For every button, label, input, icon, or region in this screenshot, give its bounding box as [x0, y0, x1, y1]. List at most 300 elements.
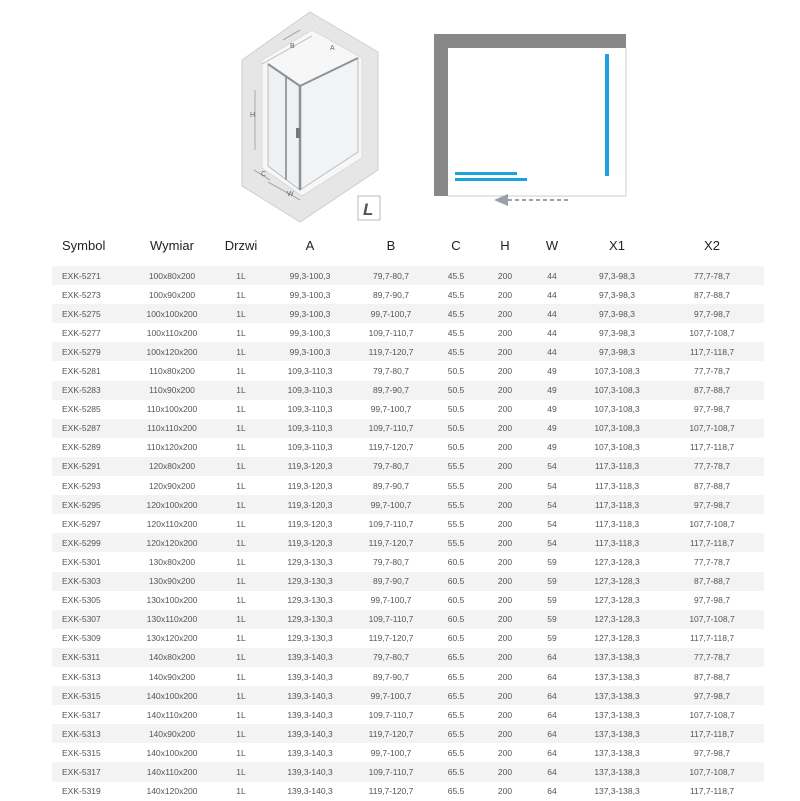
table-cell: 44 — [530, 266, 574, 285]
table-cell: 1L — [236, 747, 246, 758]
table-row — [52, 782, 764, 801]
table-cell: 1L — [236, 289, 246, 300]
table-cell: 87,7-88,7 — [660, 381, 764, 400]
table-row — [52, 743, 764, 762]
table-cell: 89,7-90,7 — [373, 480, 409, 491]
table-cell: 45.5 — [432, 304, 480, 323]
table-cell: 99,7-100,7 — [370, 595, 412, 606]
table-cell: 107,7-108,7 — [660, 610, 764, 629]
table-cell: 97,3-98,3 — [574, 266, 660, 285]
table-cell: 109,7-110,7 — [368, 327, 414, 338]
table-cell: 1L — [212, 266, 270, 285]
table-cell: EXK-5315 — [62, 747, 101, 758]
header-wymiar: Wymiar — [150, 237, 194, 253]
table-cell: 87,7-88,7 — [660, 572, 764, 591]
table-cell: 129,3-130,3 — [270, 610, 350, 629]
table-cell: 99,3-100,3 — [270, 266, 350, 285]
table-cell: 137,3-138,3 — [574, 724, 660, 743]
table-cell: 64 — [530, 724, 574, 743]
table-body — [52, 256, 764, 801]
table-cell: 65.5 — [432, 686, 480, 705]
table-cell: EXK-5291 — [52, 457, 132, 476]
table-cell: 140x110x200 — [146, 709, 198, 720]
table-cell: 97,3-98,3 — [574, 304, 660, 323]
table-cell: 200 — [480, 533, 530, 552]
table-row — [52, 419, 764, 438]
table-row — [52, 533, 764, 552]
table-cell: 137,3-138,3 — [574, 762, 660, 781]
table-cell: 137,3-138,3 — [574, 686, 660, 705]
table-cell: 89,7-90,7 — [373, 289, 409, 300]
table-cell: 87,7-88,7 — [694, 480, 730, 491]
table-cell: 200 — [497, 366, 513, 377]
table-cell: 1L — [212, 533, 270, 552]
table-cell: 65.5 — [432, 724, 480, 743]
table-cell: 55.5 — [432, 457, 480, 476]
table-cell: EXK-5311 — [52, 648, 132, 667]
table-cell: 110x80x200 — [149, 366, 195, 377]
table-cell: EXK-5317 — [62, 709, 101, 720]
table-cell: 107,7-108,7 — [660, 419, 764, 438]
table-cell: 65.5 — [432, 648, 480, 667]
table-cell: 1L — [236, 366, 246, 377]
table-cell: 45.5 — [432, 266, 480, 285]
table-cell: 130x90x200 — [132, 572, 212, 591]
table-cell: EXK-5309 — [62, 633, 101, 644]
table-cell: 119,3-120,3 — [270, 495, 350, 514]
table-cell: EXK-5295 — [52, 495, 132, 514]
table-row — [52, 610, 764, 629]
table-cell: 119,7-120,7 — [368, 633, 414, 644]
table-cell: 77,7-78,7 — [660, 266, 764, 285]
table-row — [52, 648, 764, 667]
table-cell: 97,7-98,7 — [660, 495, 764, 514]
header-c: C — [451, 237, 461, 253]
table-cell: 50.5 — [447, 404, 465, 415]
table-cell: 200 — [480, 495, 530, 514]
table-cell: 54 — [530, 495, 574, 514]
table-cell: 140x110x200 — [132, 762, 212, 781]
table-cell: 99,3-100,3 — [289, 327, 331, 338]
table-cell: 117,3-118,3 — [594, 480, 640, 491]
table-cell: 120x120x200 — [132, 533, 212, 552]
table-cell: 54 — [547, 480, 557, 491]
table-cell: 99,7-100,7 — [370, 404, 412, 415]
table-cell: 1L — [236, 595, 246, 606]
fixed-glass-panel — [455, 178, 527, 181]
table-cell: 1L — [212, 724, 270, 743]
specification-table — [52, 234, 764, 801]
table-row — [52, 266, 764, 285]
table-cell: EXK-5271 — [52, 266, 132, 285]
table-cell: 200 — [497, 747, 513, 758]
table-cell: 127,3-128,3 — [574, 572, 660, 591]
table-cell: 200 — [480, 648, 530, 667]
table-cell: 117,7-118,7 — [689, 633, 735, 644]
table-cell: 127,3-128,3 — [594, 633, 640, 644]
table-row — [52, 762, 764, 781]
table-cell: 117,3-118,3 — [574, 533, 660, 552]
table-cell: 1L — [212, 342, 270, 361]
table-cell: 100x80x200 — [132, 266, 212, 285]
header-x2: X2 — [704, 237, 720, 253]
table-cell: 119,7-120,7 — [368, 786, 414, 797]
table-row — [52, 686, 764, 705]
table-cell: 200 — [480, 686, 530, 705]
table-header — [52, 234, 764, 256]
table-cell: 49 — [547, 442, 557, 453]
table-row — [52, 400, 764, 419]
table-cell: 129,3-130,3 — [287, 633, 333, 644]
table-cell: 79,7-80,7 — [373, 366, 409, 377]
table-cell: 139,3-140,3 — [287, 786, 333, 797]
table-cell: 109,7-110,7 — [368, 709, 414, 720]
table-cell: 49 — [547, 404, 557, 415]
table-cell: EXK-5293 — [62, 480, 101, 491]
table-cell: EXK-5319 — [62, 786, 101, 797]
table-cell: 130x110x200 — [132, 610, 212, 629]
table-cell: 1L — [236, 480, 246, 491]
table-cell: EXK-5275 — [52, 304, 132, 323]
table-cell: EXK-5315 — [52, 686, 132, 705]
table-cell: 117,7-118,7 — [660, 533, 764, 552]
table-cell: 200 — [497, 518, 513, 529]
table-cell: 139,3-140,3 — [270, 762, 350, 781]
table-cell: 139,3-140,3 — [270, 686, 350, 705]
dim-label-b: B — [290, 43, 295, 50]
table-cell: EXK-5273 — [62, 289, 101, 300]
table-cell: 64 — [547, 709, 557, 720]
table-cell: 1L — [236, 442, 246, 453]
table-cell: 200 — [497, 327, 513, 338]
table-cell: 65.5 — [432, 762, 480, 781]
table-cell: 129,3-130,3 — [270, 572, 350, 591]
table-cell: 99,3-100,3 — [270, 342, 350, 361]
table-cell: 59 — [547, 633, 557, 644]
table-cell: 130x80x200 — [148, 556, 196, 567]
table-cell: 117,3-118,3 — [574, 457, 660, 476]
table-cell: 60.5 — [447, 595, 465, 606]
table-cell: 64 — [530, 686, 574, 705]
table-row — [52, 705, 764, 724]
table-cell: 200 — [497, 480, 513, 491]
table-cell: 1L — [212, 381, 270, 400]
table-row — [52, 724, 764, 743]
table-cell: 50.5 — [432, 419, 480, 438]
table-cell: 60.5 — [432, 572, 480, 591]
table-cell: 109,3-110,3 — [270, 381, 350, 400]
table-cell: 109,3-110,3 — [287, 404, 333, 415]
table-row — [52, 457, 764, 476]
table-row — [52, 495, 764, 514]
table-row — [52, 438, 764, 457]
table-cell: 140x100x200 — [132, 686, 212, 705]
table-cell: 44 — [530, 304, 574, 323]
table-row — [52, 572, 764, 591]
variant-badge-label: L — [363, 200, 374, 219]
table-cell: EXK-5297 — [62, 518, 101, 529]
table-cell: 79,7-80,7 — [350, 457, 432, 476]
table-cell: 200 — [480, 381, 530, 400]
table-cell: EXK-5283 — [52, 381, 132, 400]
table-cell: 139,3-140,3 — [287, 671, 333, 682]
table-cell: 1L — [236, 518, 246, 529]
table-cell: 1L — [236, 556, 246, 567]
table-cell: 100x100x200 — [132, 304, 212, 323]
table-cell: 64 — [530, 648, 574, 667]
table-row — [52, 304, 764, 323]
table-cell: 139,3-140,3 — [287, 709, 333, 720]
table-cell: 45.5 — [447, 289, 465, 300]
table-cell: 139,3-140,3 — [270, 724, 350, 743]
table-cell: 1L — [212, 762, 270, 781]
table-cell: 107,7-108,7 — [660, 762, 764, 781]
table-cell: EXK-5279 — [52, 342, 132, 361]
header-drzwi: Drzwi — [224, 237, 258, 253]
header-symbol: Symbol — [62, 237, 106, 253]
table-cell: 49 — [547, 366, 557, 377]
table-cell: EXK-5277 — [62, 327, 101, 338]
table-cell: 127,3-128,3 — [574, 610, 660, 629]
table-cell: 97,3-98,3 — [574, 342, 660, 361]
header-b: B — [386, 237, 396, 253]
table-cell: 140x80x200 — [132, 648, 212, 667]
table-cell: 129,3-130,3 — [287, 595, 333, 606]
table-cell: 109,7-110,7 — [350, 762, 432, 781]
table-cell: 44 — [547, 327, 557, 338]
table-cell: 1L — [236, 786, 246, 797]
table-cell: 1L — [212, 572, 270, 591]
table-cell: 119,7-120,7 — [350, 533, 432, 552]
table-cell: 99,7-100,7 — [350, 495, 432, 514]
table-row — [52, 591, 764, 610]
table-row — [52, 629, 764, 648]
variant-badge — [358, 196, 380, 220]
table-cell: 117,7-118,7 — [689, 786, 735, 797]
table-cell: 127,3-128,3 — [594, 556, 640, 567]
table-cell: 1L — [212, 419, 270, 438]
table-cell: 77,7-78,7 — [660, 457, 764, 476]
table-cell: 110x120x200 — [146, 442, 198, 453]
table-cell: 64 — [530, 762, 574, 781]
table-cell: EXK-5299 — [52, 533, 132, 552]
table-cell: 119,3-120,3 — [287, 518, 333, 529]
table-cell: EXK-5301 — [62, 556, 101, 567]
table-cell: 1L — [236, 404, 246, 415]
table-cell: EXK-5317 — [52, 762, 132, 781]
table-cell: 99,3-100,3 — [289, 289, 331, 300]
table-cell: 65.5 — [447, 671, 465, 682]
table-cell: 1L — [236, 633, 246, 644]
table-cell: 44 — [530, 342, 574, 361]
table-cell: 119,3-120,3 — [287, 480, 333, 491]
table-cell: 109,7-110,7 — [350, 419, 432, 438]
table-cell: 1L — [212, 610, 270, 629]
side-glass-panel — [605, 54, 609, 176]
table-cell: 79,7-80,7 — [373, 556, 409, 567]
table-cell: 50.5 — [447, 366, 465, 377]
table-cell: 119,3-120,3 — [270, 457, 350, 476]
table-cell: 117,7-118,7 — [689, 442, 735, 453]
table-cell: 97,7-98,7 — [660, 304, 764, 323]
table-cell: 97,3-98,3 — [599, 327, 635, 338]
table-cell: 130x120x200 — [146, 633, 198, 644]
table-cell: 54 — [530, 533, 574, 552]
dim-label-h: H — [250, 112, 256, 119]
table-cell: 1L — [212, 648, 270, 667]
table-spacer — [52, 256, 764, 266]
table-cell: 137,3-138,3 — [574, 648, 660, 667]
table-row — [52, 342, 764, 361]
table-cell: 107,3-108,3 — [574, 419, 660, 438]
table-cell: 55.5 — [432, 533, 480, 552]
table-cell: 65.5 — [447, 747, 465, 758]
table-cell: 55.5 — [432, 495, 480, 514]
table-row — [52, 323, 764, 342]
table-cell: 107,7-108,7 — [689, 327, 735, 338]
table-cell: 60.5 — [447, 633, 465, 644]
shower-diagrams — [0, 0, 800, 228]
table-cell: 1L — [212, 495, 270, 514]
table-cell: 117,3-118,3 — [594, 518, 640, 529]
table-cell: 1L — [236, 709, 246, 720]
table-cell: 107,3-108,3 — [594, 404, 640, 415]
table-cell: 137,3-138,3 — [594, 671, 640, 682]
table-cell: 117,3-118,3 — [574, 495, 660, 514]
table-cell: 110x110x200 — [132, 419, 212, 438]
table-cell: 200 — [480, 457, 530, 476]
table-cell: 200 — [497, 442, 513, 453]
table-row — [52, 285, 764, 304]
table-cell: 107,7-108,7 — [689, 709, 735, 720]
table-cell: 49 — [530, 419, 574, 438]
table-cell: 137,3-138,3 — [594, 709, 640, 720]
door-glass-panel — [455, 172, 517, 175]
table-cell: 109,7-110,7 — [350, 610, 432, 629]
header-x1: X1 — [609, 237, 625, 253]
table-cell: 107,3-108,3 — [594, 366, 640, 377]
table-cell: 139,3-140,3 — [270, 648, 350, 667]
table-cell: 120x90x200 — [148, 480, 196, 491]
table-cell: 1L — [236, 327, 246, 338]
table-cell: 97,3-98,3 — [599, 289, 635, 300]
table-cell: 99,7-100,7 — [370, 747, 412, 758]
table-cell: 109,7-110,7 — [368, 518, 414, 529]
table-cell: 200 — [497, 786, 513, 797]
table-row — [52, 476, 764, 495]
isometric-enclosure-diagram — [242, 12, 378, 222]
table-cell: 50.5 — [447, 442, 465, 453]
table-cell: 200 — [480, 610, 530, 629]
table-cell: 200 — [497, 671, 513, 682]
spacer-cell — [52, 256, 764, 266]
table-cell: 99,7-100,7 — [350, 686, 432, 705]
table-cell: 99,7-100,7 — [350, 304, 432, 323]
table-cell: 120x100x200 — [132, 495, 212, 514]
table-cell: 127,3-128,3 — [594, 595, 640, 606]
table-cell: 200 — [497, 289, 513, 300]
table-cell: 89,7-90,7 — [373, 671, 409, 682]
table-cell: 100x90x200 — [148, 289, 196, 300]
table-cell: 45.5 — [432, 342, 480, 361]
table-cell: 49 — [530, 381, 574, 400]
table-cell: 77,7-78,7 — [694, 366, 730, 377]
table-cell: 65.5 — [447, 709, 465, 720]
table-cell: 64 — [547, 786, 557, 797]
table-cell: 140x120x200 — [146, 786, 198, 797]
table-cell: 79,7-80,7 — [350, 266, 432, 285]
table-cell: 120x80x200 — [132, 457, 212, 476]
table-cell: 200 — [480, 572, 530, 591]
table-row — [52, 381, 764, 400]
table-cell: 54 — [530, 457, 574, 476]
table-cell: 200 — [497, 709, 513, 720]
table-cell: 107,3-108,3 — [594, 442, 640, 453]
header-w: W — [545, 237, 559, 253]
table-cell: 109,3-110,3 — [287, 442, 333, 453]
table-cell: 200 — [480, 419, 530, 438]
table-cell: 130x100x200 — [146, 595, 198, 606]
table-cell: 60.5 — [447, 556, 465, 567]
table-cell: 119,3-120,3 — [270, 533, 350, 552]
table-cell: 109,3-110,3 — [270, 419, 350, 438]
table-cell: 97,7-98,7 — [694, 595, 730, 606]
table-cell: 87,7-88,7 — [694, 671, 730, 682]
table-cell: 119,7-120,7 — [350, 342, 432, 361]
table-cell: 97,7-98,7 — [694, 404, 730, 415]
table-cell: 117,7-118,7 — [660, 342, 764, 361]
table-cell: 79,7-80,7 — [350, 648, 432, 667]
table-cell: 119,7-120,7 — [350, 724, 432, 743]
table-cell: 77,7-78,7 — [694, 556, 730, 567]
table-cell: 200 — [497, 633, 513, 644]
table-cell: 137,3-138,3 — [594, 786, 640, 797]
table-cell: 64 — [547, 747, 557, 758]
table-cell: EXK-5303 — [52, 572, 132, 591]
table-cell: 59 — [547, 556, 557, 567]
table-cell: 200 — [497, 404, 513, 415]
table-cell: 60.5 — [432, 610, 480, 629]
table-cell: 140x90x200 — [132, 724, 212, 743]
table-cell: 110x90x200 — [132, 381, 212, 400]
header-a: A — [305, 237, 315, 253]
table-cell: 59 — [547, 595, 557, 606]
table-cell: 1L — [236, 671, 246, 682]
table-cell: 59 — [530, 572, 574, 591]
table-cell: 44 — [547, 289, 557, 300]
table-cell: EXK-5285 — [62, 404, 101, 415]
table-cell: 137,3-138,3 — [594, 747, 640, 758]
table-cell: 99,3-100,3 — [270, 304, 350, 323]
table-cell: 97,7-98,7 — [694, 747, 730, 758]
table-cell: 1L — [212, 457, 270, 476]
table-cell: 107,7-108,7 — [689, 518, 735, 529]
table-cell: 107,3-108,3 — [574, 381, 660, 400]
table-row — [52, 552, 764, 571]
table-cell: EXK-5307 — [52, 610, 132, 629]
table-cell: 200 — [480, 304, 530, 323]
table-cell: 200 — [480, 724, 530, 743]
dim-label-c: C — [261, 171, 267, 178]
table-row — [52, 514, 764, 533]
table-cell: 200 — [497, 556, 513, 567]
table-cell: 55.5 — [447, 480, 465, 491]
table-cell: 110x100x200 — [146, 404, 198, 415]
dim-label-a: A — [330, 45, 335, 52]
table-cell: EXK-5313 — [52, 724, 132, 743]
table-cell: 45.5 — [447, 327, 465, 338]
table-cell: 64 — [547, 671, 557, 682]
